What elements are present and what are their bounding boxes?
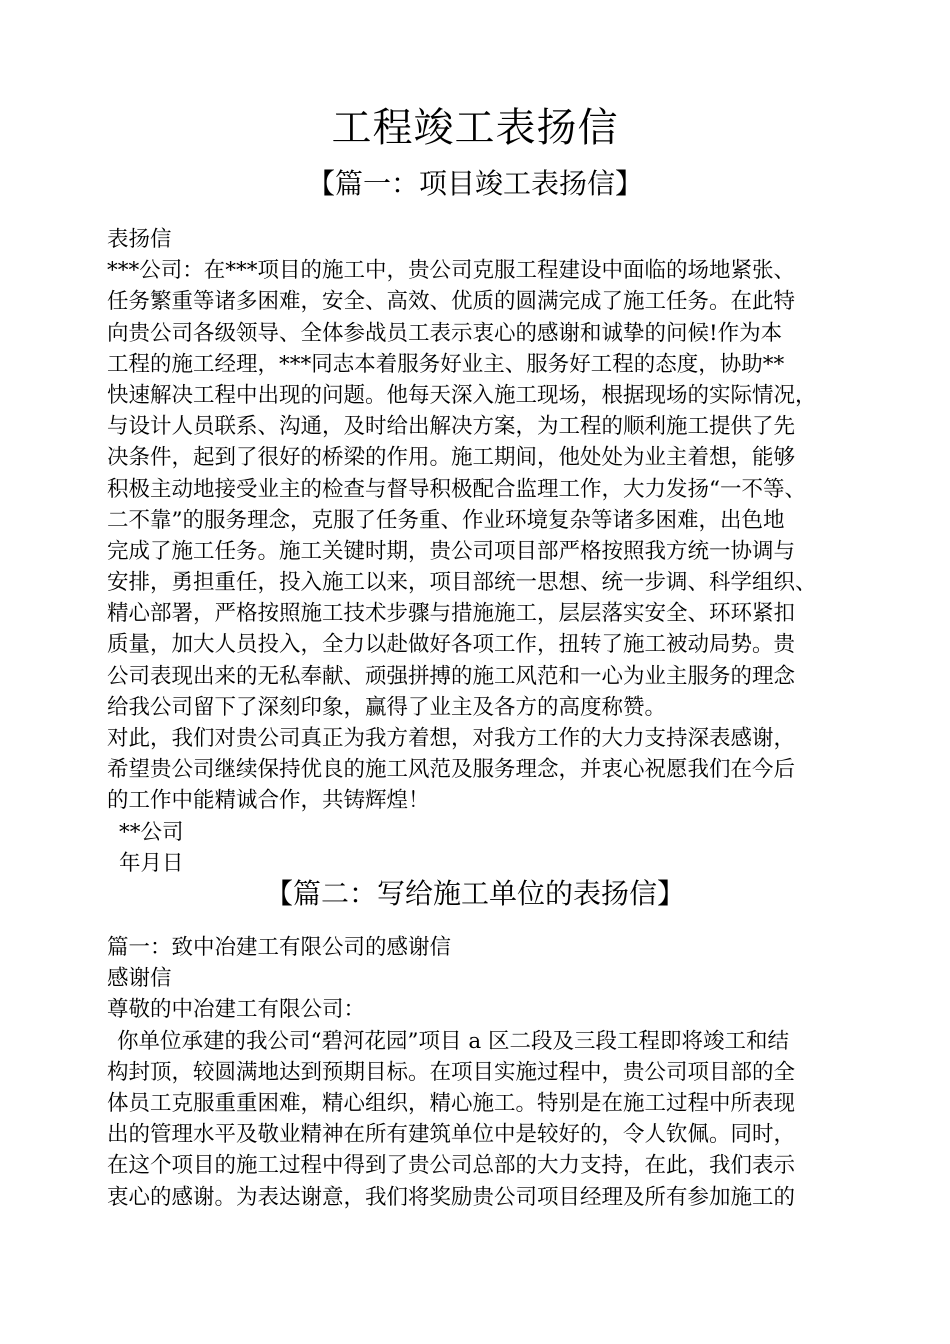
body-line: 安排，勇担重任，投入施工以来，项目部统一思想、统一步调、科学组织、 xyxy=(107,570,817,596)
body-line: 尊敬的中冶建工有限公司： xyxy=(107,997,366,1023)
body-line: 完成了施工任务。施工关键时期，贵公司项目部严格按照我方统一协调与 xyxy=(107,538,796,564)
body-line: 质量，加大人员投入，全力以赴做好各项工作，扭转了施工被动局势。贵 xyxy=(107,632,796,658)
body-line: 对此，我们对贵公司真正为我方着想，对我方工作的大力支持深表感谢， xyxy=(107,726,796,751)
body-line: 衷心的感谢。为表达谢意，我们将奖励贵公司项目经理及所有参加施工的 xyxy=(107,1184,796,1210)
body-line: 你单位承建的我公司“碧河花园”项目 a 区二段及三段工程即将竣工和结 xyxy=(117,1028,789,1054)
body-line: 精心部署，严格按照施工技术步骤与措施施工，层层落实安全、环环紧扣 xyxy=(107,601,796,627)
section-2-body xyxy=(107,932,867,1213)
body-line: 给我公司留下了深刻印象，赢得了业主及各方的高度称赞。 xyxy=(107,694,667,720)
body-line: 表扬信 xyxy=(107,227,172,252)
section-heading-1: 【篇一：项目竣工表扬信】 xyxy=(306,167,643,200)
body-line: 在这个项目的施工过程中得到了贵公司总部的大力支持，在此，我们表示 xyxy=(107,1153,796,1179)
body-line: 快速解决工程中出现的问题。他每天深入施工现场，根据现场的实际情况， xyxy=(107,382,817,408)
body-line: 积极主动地接受业主的检查与督导积极配合监理工作，大力发扬“一不等、 xyxy=(107,476,806,502)
body-line: 出的管理水平及敬业精神在所有建筑单位中是较好的，令人钦佩。同时， xyxy=(107,1122,796,1148)
body-line: 构封顶，较圆满地达到预期目标。在项目实施过程中，贵公司项目部的全 xyxy=(107,1059,796,1085)
body-line: 篇一：致中冶建工有限公司的感谢信 xyxy=(107,935,452,960)
body-line: ***公司：在***项目的施工中，贵公司克服工程建设中面临的场地紧张、 xyxy=(107,258,796,284)
body-line: 向贵公司各级领导、全体参战员工表示衷心的感谢和诚挚的问候!作为本 xyxy=(107,320,783,346)
body-line: 希望贵公司继续保持优良的施工风范及服务理念，并衷心祝愿我们在今后 xyxy=(107,757,796,783)
body-line: 决条件，起到了很好的桥梁的作用。施工期间，他处处为业主着想，能够 xyxy=(107,445,796,471)
section-heading-2: 【篇二：写给施工单位的表扬信】 xyxy=(264,877,685,910)
body-line: 工程的施工经理，***同志本着服务好业主、服务好工程的态度，协助** xyxy=(107,351,785,377)
signature-company: **公司 xyxy=(119,819,184,845)
body-line: 二不靠”的服务理念，克服了任务重、作业环境复杂等诸多困难，出色地 xyxy=(107,507,785,533)
section-1-body xyxy=(107,224,867,879)
body-line: 任务繁重等诸多困难，安全、高效、优质的圆满完成了施工任务。在此特 xyxy=(107,289,796,315)
body-line: 与设计人员联系、沟通，及时给出解决方案，为工程的顺利施工提供了先 xyxy=(107,414,796,440)
document-title: 工程竣工表扬信 xyxy=(331,105,619,151)
body-line: 的工作中能精诚合作，共铸辉煌！ xyxy=(107,788,430,814)
body-line: 体员工克服重重困难，精心组织，精心施工。特别是在施工过程中所表现 xyxy=(107,1090,796,1116)
body-line: 感谢信 xyxy=(107,966,172,992)
signature-date: 年月日 xyxy=(119,850,184,876)
body-line: 公司表现出来的无私奉献、顽强拼搏的施工风范和一心为业主服务的理念 xyxy=(107,663,796,689)
